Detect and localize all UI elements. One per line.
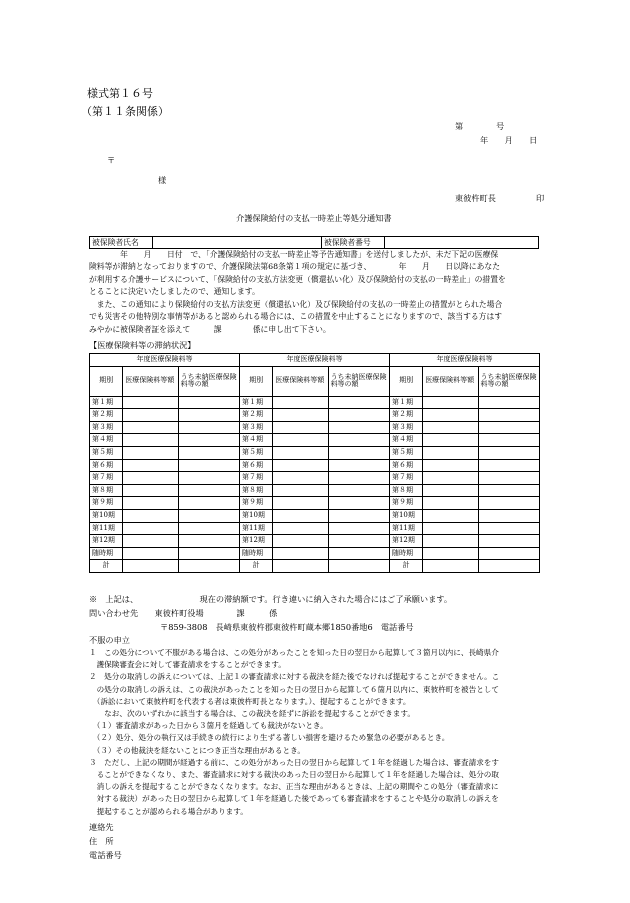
fee-amount-cell <box>273 535 328 548</box>
fee-amount-cell <box>423 509 478 522</box>
fee-amount-cell <box>423 497 478 510</box>
unpaid-amount-cell <box>178 535 239 548</box>
table-row <box>90 509 540 522</box>
appeal-line: 護保険審査会に対して審査請求をすることができます。 <box>89 660 286 670</box>
period-cell: 第８期 <box>389 484 422 497</box>
unpaid-amount-cell <box>328 459 389 472</box>
col-unpaid-header: うち未納医療保険料等の額 <box>328 366 389 396</box>
table-row <box>90 446 540 459</box>
period-cell: 第11期 <box>239 522 272 535</box>
year-header: 年度医療保険料等 <box>239 354 389 367</box>
insured-name-label: 被保険者氏名 <box>90 237 153 249</box>
period-cell: 計 <box>90 560 123 573</box>
col-fee-header: 医療保険料等額 <box>273 366 328 396</box>
table-row <box>90 484 540 497</box>
fee-amount-cell <box>423 522 478 535</box>
period-cell: 随時期 <box>90 547 123 560</box>
table-row <box>90 434 540 447</box>
unpaid-amount-cell <box>178 396 239 409</box>
appeal-line: 提起することが認められる場合があります。 <box>89 806 248 816</box>
unpaid-amount-cell <box>178 509 239 522</box>
fee-amount-cell <box>273 459 328 472</box>
period-cell: 第12期 <box>239 535 272 548</box>
period-cell: 第２期 <box>389 409 422 422</box>
unpaid-amount-cell <box>178 522 239 535</box>
fee-amount-cell <box>123 459 178 472</box>
fee-amount-cell <box>423 446 478 459</box>
period-cell: 計 <box>239 560 272 573</box>
fee-amount-cell <box>423 484 478 497</box>
unpaid-amount-cell <box>478 484 539 497</box>
unpaid-amount-cell <box>178 434 239 447</box>
period-cell: 第９期 <box>389 497 422 510</box>
document-number-label: 第 号 <box>455 121 505 131</box>
unpaid-amount-cell <box>178 472 239 485</box>
period-cell: 第３期 <box>389 421 422 434</box>
article-reference: （第１１条関係） <box>81 105 169 118</box>
table-row <box>90 421 540 434</box>
fee-amount-cell <box>123 547 178 560</box>
unpaid-amount-cell <box>328 497 389 510</box>
mayor-title: 東彼杵町長 <box>455 193 496 203</box>
unpaid-amount-cell <box>328 472 389 485</box>
period-cell: 第１期 <box>90 396 123 409</box>
appeal-line: ２ 処分の取消しの訴えについては、上記１の審査請求に対する裁決を経た後でなければ提起することができません。こ <box>89 672 500 682</box>
unpaid-amount-cell <box>178 446 239 459</box>
period-cell: 第６期 <box>389 459 422 472</box>
fee-amount-cell <box>273 560 328 573</box>
unpaid-amount-cell <box>328 535 389 548</box>
table-row <box>90 409 540 422</box>
contact-address-line: 〒859-3808 長崎県東彼杵郡東彼杵町蔵本郷1850番地6 電話番号 <box>160 622 414 632</box>
fee-amount-cell <box>273 434 328 447</box>
unpaid-amount-cell <box>328 434 389 447</box>
col-unpaid-header: うち未納医療保険料等の額 <box>478 366 539 396</box>
fee-amount-cell <box>423 409 478 422</box>
period-cell: 第７期 <box>239 472 272 485</box>
unpaid-amount-cell <box>328 484 389 497</box>
period-cell: 第５期 <box>239 446 272 459</box>
table-row <box>90 459 540 472</box>
arrears-heading: 【医療保険料等の滞納状況】 <box>89 340 196 350</box>
unpaid-amount-cell <box>178 497 239 510</box>
appeal-line: ３ ただし、上記の期間が経過する前に、この処分があった日の翌日から起算して１年を経過した場合は、審査請求をす <box>89 757 499 767</box>
unpaid-amount-cell <box>328 560 389 573</box>
notice-paragraph-2 <box>89 299 502 336</box>
appeal-line: 消しの訴えを提起することができなくなります。なお、正当な理由があるときは、上記の期間やこの処分（審査請求に <box>89 782 499 792</box>
fee-amount-cell <box>123 535 178 548</box>
appeal-heading: 不服の申立 <box>89 635 130 645</box>
appeal-line: （訴訟において東彼杵町を代表する者は東彼杵町長となります。）、提起することができます。 <box>89 696 411 706</box>
col-fee-header: 医療保険料等額 <box>123 366 178 396</box>
period-cell: 第７期 <box>389 472 422 485</box>
unpaid-amount-cell <box>478 522 539 535</box>
appeal-line: 対する裁決）があった日の翌日から起算して１年を経過した後であっても審査請求をすることや処分の取消しの訴えを <box>89 794 499 804</box>
insured-info-table <box>89 236 539 249</box>
fee-amount-cell <box>123 409 178 422</box>
fee-amount-cell <box>123 472 178 485</box>
unpaid-amount-cell <box>478 421 539 434</box>
table-row <box>90 560 540 573</box>
year-header: 年度医療保険料等 <box>90 354 240 367</box>
appeal-line: ることができなくなり、また、審査請求に対する裁決のあった日の翌日から起算して１年を経過した場合は、処分の取 <box>89 770 499 780</box>
period-cell: 第６期 <box>239 459 272 472</box>
period-cell: 第７期 <box>90 472 123 485</box>
period-cell: 第３期 <box>90 421 123 434</box>
fee-amount-cell <box>123 497 178 510</box>
year-header: 年度医療保険料等 <box>389 354 539 367</box>
fee-amount-cell <box>123 446 178 459</box>
period-cell: 第４期 <box>239 434 272 447</box>
period-cell: 第10期 <box>389 509 422 522</box>
col-fee-header: 医療保険料等額 <box>423 366 478 396</box>
unpaid-amount-cell <box>478 509 539 522</box>
unpaid-amount-cell <box>178 560 239 573</box>
fee-amount-cell <box>423 434 478 447</box>
fee-amount-cell <box>123 509 178 522</box>
unpaid-amount-cell <box>328 396 389 409</box>
period-cell: 第12期 <box>90 535 123 548</box>
table-row <box>90 396 540 409</box>
fee-amount-cell <box>273 396 328 409</box>
paragraph-1-line: 険料等が滞納となっておりますので、介護保険法第68条第１項の規定に基づき、 年 月 日以降にあなた <box>89 262 500 272</box>
appeal-line: （３）その他裁決を経ないことにつき正当な理由があるとき。 <box>89 745 305 755</box>
col-unpaid-header: うち未納医療保険料等の額 <box>178 366 239 396</box>
form-number: 様式第１６号 <box>87 87 153 100</box>
period-cell: 第11期 <box>389 522 422 535</box>
unpaid-amount-cell <box>178 421 239 434</box>
unpaid-amount-cell <box>478 547 539 560</box>
paragraph-1-line: が利用する介護サービスについて、「保険給付の支払方法変更（償還払い化）及び保険給付の支払の一時差止」の措置を <box>89 274 506 284</box>
table-row <box>90 472 540 485</box>
period-cell: 第８期 <box>239 484 272 497</box>
fee-amount-cell <box>273 547 328 560</box>
fee-amount-cell <box>423 560 478 573</box>
unpaid-amount-cell <box>478 409 539 422</box>
period-cell: 第１期 <box>239 396 272 409</box>
unpaid-amount-cell <box>328 509 389 522</box>
fee-amount-cell <box>273 497 328 510</box>
period-cell: 第12期 <box>389 535 422 548</box>
period-cell: 随時期 <box>239 547 272 560</box>
paragraph-1-line: 年 月 日付 で、「介護保険給付の支払一時差止等予告通知書」を送付しましたが、未だ下記の医療保 <box>89 250 499 259</box>
fee-amount-cell <box>123 560 178 573</box>
col-period-header: 期別 <box>389 366 422 396</box>
paragraph-1-line: とることに決定いたしましたので、通知します。 <box>89 286 260 296</box>
appeal-line: の処分の取消しの訴えは、この裁決があったことを知った日の翌日から起算して６箇月以内に、東彼杵町を被告として <box>89 684 499 694</box>
col-period-header: 期別 <box>90 366 123 396</box>
period-cell: 第８期 <box>90 484 123 497</box>
period-cell: 第11期 <box>90 522 123 535</box>
period-cell: 第４期 <box>389 434 422 447</box>
unpaid-amount-cell <box>328 547 389 560</box>
period-cell: 第５期 <box>389 446 422 459</box>
appeal-line: （１）審査請求があった日から３箇月を経過しても裁決がないとき。 <box>89 721 328 731</box>
fee-amount-cell <box>273 484 328 497</box>
unpaid-amount-cell <box>328 421 389 434</box>
fee-amount-cell <box>423 421 478 434</box>
period-cell: 随時期 <box>389 547 422 560</box>
fee-amount-cell <box>273 509 328 522</box>
fee-amount-cell <box>123 421 178 434</box>
appeal-line: なお、次のいずれかに該当する場合は、この裁決を経ずに訴訟を提起することができます。 <box>89 709 415 719</box>
fee-amount-cell <box>423 459 478 472</box>
period-cell: 第２期 <box>239 409 272 422</box>
period-cell: 第９期 <box>90 497 123 510</box>
paragraph-2-line: でも災害その他特別な事情等があると認められる場合には、この措置を中止することになりますので、該当する方はす <box>89 312 503 322</box>
period-cell: 第２期 <box>90 409 123 422</box>
unpaid-amount-cell <box>478 472 539 485</box>
period-cell: 第５期 <box>90 446 123 459</box>
fee-amount-cell <box>123 434 178 447</box>
unpaid-amount-cell <box>478 535 539 548</box>
unpaid-amount-cell <box>478 396 539 409</box>
period-cell: 第６期 <box>90 459 123 472</box>
fee-amount-cell <box>273 409 328 422</box>
unpaid-amount-cell <box>178 484 239 497</box>
insured-number-value <box>385 237 539 249</box>
unpaid-amount-cell <box>478 459 539 472</box>
fee-amount-cell <box>123 522 178 535</box>
insured-name-value <box>153 237 322 249</box>
appeal-text <box>89 647 499 818</box>
arrears-table <box>89 353 540 573</box>
contact-address-label: 住 所 <box>89 836 114 846</box>
seal-mark: 印 <box>536 193 545 203</box>
postal-mark: 〒 <box>107 155 116 165</box>
unpaid-amount-cell <box>478 446 539 459</box>
fee-amount-cell <box>273 446 328 459</box>
appeal-line: （２）処分、処分の執行又は手続きの続行により生ずる著しい損害を避けるため緊急の必要があるとき。 <box>89 733 450 743</box>
unpaid-amount-cell <box>478 560 539 573</box>
document-title: 介護保険給付の支払一時差止等処分通知書 <box>236 213 392 223</box>
fee-amount-cell <box>123 484 178 497</box>
fee-amount-cell <box>273 421 328 434</box>
contact-phone-label: 電話番号 <box>89 850 122 860</box>
fee-amount-cell <box>423 535 478 548</box>
table-row <box>90 535 540 548</box>
table-row <box>90 522 540 535</box>
unpaid-amount-cell <box>178 409 239 422</box>
fee-amount-cell <box>423 472 478 485</box>
fee-amount-cell <box>423 396 478 409</box>
unpaid-amount-cell <box>178 547 239 560</box>
period-cell: 計 <box>389 560 422 573</box>
fee-amount-cell <box>273 522 328 535</box>
notice-paragraph-1 <box>89 249 506 298</box>
table-row <box>90 547 540 560</box>
appeal-line: １ この処分について不服がある場合は、この処分があったことを知った日の翌日から起算して３箇月以内に、長崎県介 <box>89 648 499 657</box>
period-cell: 第９期 <box>239 497 272 510</box>
unpaid-amount-cell <box>178 459 239 472</box>
unpaid-amount-cell <box>328 409 389 422</box>
unpaid-amount-cell <box>328 446 389 459</box>
col-period-header: 期別 <box>239 366 272 396</box>
unpaid-amount-cell <box>328 522 389 535</box>
paragraph-2-line: また、この通知により保険給付の支払方法変更（償還払い化）及び保険給付の支払の一時差止の措置がとられた場合 <box>89 300 503 309</box>
period-cell: 第10期 <box>90 509 123 522</box>
unpaid-amount-cell <box>478 434 539 447</box>
fee-amount-cell <box>123 396 178 409</box>
honorific-sama: 様 <box>158 175 167 185</box>
insured-number-label: 被保険者番号 <box>322 237 385 249</box>
period-cell: 第１期 <box>389 396 422 409</box>
date-label: 年 月 日 <box>480 135 538 145</box>
contact-office-line: 問い合わせ先 東彼杵町役場 課 係 <box>89 608 278 618</box>
contact-heading: 連絡先 <box>89 822 114 832</box>
paragraph-2-line: みやかに被保険者証を添えて 課 係に申し出て下さい。 <box>89 324 331 334</box>
arrears-note: ※ 上記は、 現在の滞納額です。行き違いに納入された場合にはご了承願います。 <box>89 594 453 604</box>
period-cell: 第４期 <box>90 434 123 447</box>
unpaid-amount-cell <box>478 497 539 510</box>
period-cell: 第10期 <box>239 509 272 522</box>
fee-amount-cell <box>423 547 478 560</box>
fee-amount-cell <box>273 472 328 485</box>
table-row <box>90 497 540 510</box>
period-cell: 第３期 <box>239 421 272 434</box>
